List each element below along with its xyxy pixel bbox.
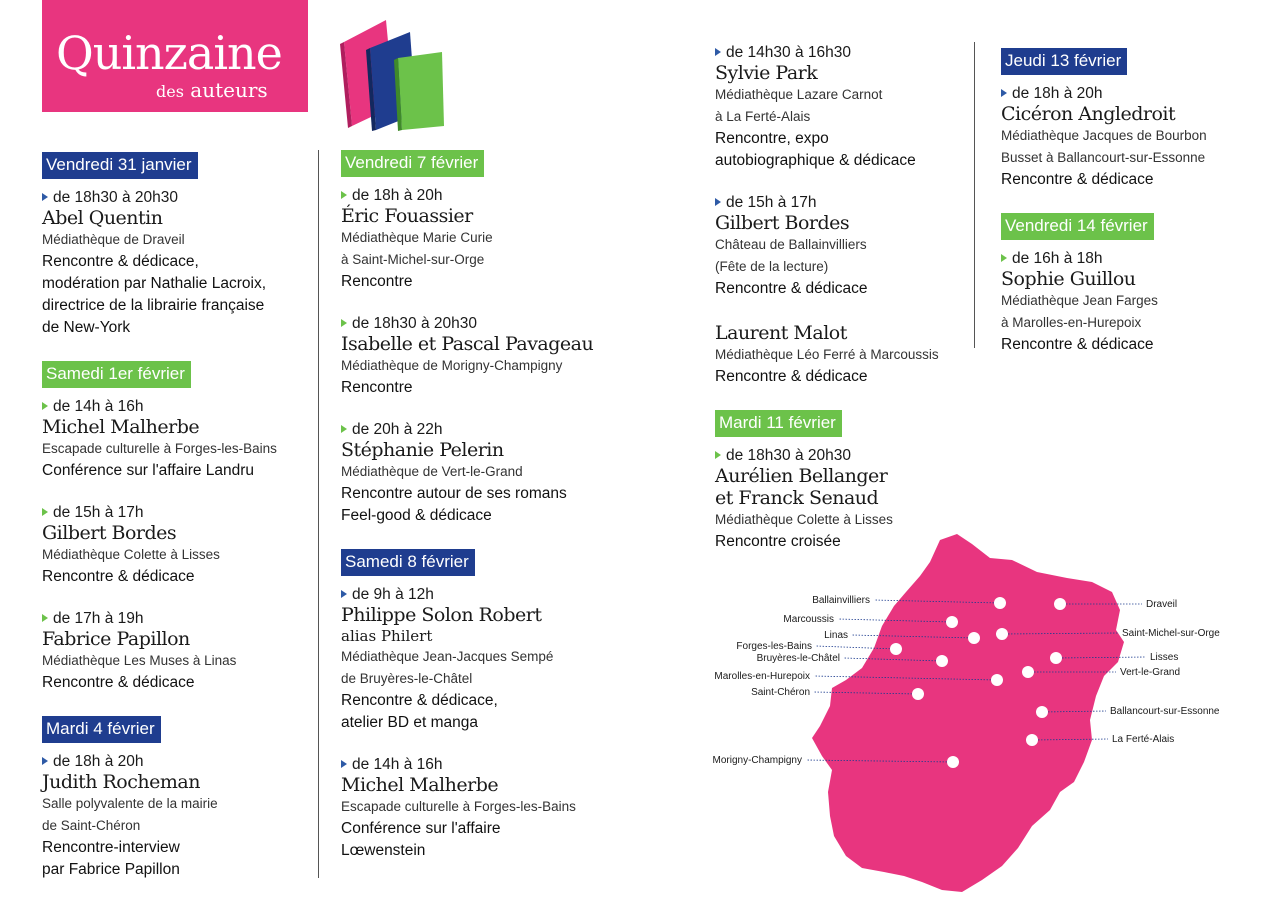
column-3 xyxy=(715,44,975,575)
town-marker xyxy=(936,655,948,667)
event-time xyxy=(1001,250,1271,268)
town-label: Marolles-en-Hurepoix xyxy=(714,671,810,682)
town-label: Vert-le-Grand xyxy=(1120,667,1181,678)
event-author: Philippe Solon Robert xyxy=(341,604,542,626)
logo-sub-small: des xyxy=(156,82,184,101)
logo xyxy=(42,0,308,112)
event-author: Laurent Malot xyxy=(715,322,847,344)
arrow-icon xyxy=(42,402,48,410)
event-venue: de Saint-Chéron xyxy=(42,818,141,833)
town-label: Saint-Michel-sur-Orge xyxy=(1122,628,1220,639)
event-description: Rencontre & dédicace, xyxy=(341,692,498,709)
event-description: Rencontre autour de ses romans xyxy=(341,485,567,502)
event-description: Rencontre & dédicace xyxy=(1001,171,1154,188)
arrow-icon xyxy=(1001,254,1007,262)
town-label: Ballainvilliers xyxy=(812,595,870,606)
event-description: atelier BD et manga xyxy=(341,714,478,731)
event-time xyxy=(341,421,641,439)
event xyxy=(42,189,312,339)
event-description: Rencontre & dédicace xyxy=(715,368,868,385)
event-venue: Médiathèque Marie Curie xyxy=(341,230,493,245)
event-author: Michel Malherbe xyxy=(341,774,499,796)
event-description: autobiographique & dédicace xyxy=(715,152,916,169)
town-marker xyxy=(994,597,1006,609)
event-description: Rencontre & dédicace xyxy=(42,568,195,585)
town-label: Morigny-Champigny xyxy=(712,755,802,766)
event-time xyxy=(42,753,312,771)
event xyxy=(1001,85,1271,191)
event-venue: Busset à Ballancourt-sur-Essonne xyxy=(1001,150,1206,165)
arrow-icon xyxy=(715,198,721,206)
day-header: Vendredi 31 janvier xyxy=(42,152,198,179)
arrow-icon xyxy=(42,508,48,516)
town-marker xyxy=(968,632,980,644)
town-marker xyxy=(1022,666,1034,678)
event-venue: Château de Ballainvilliers xyxy=(715,237,867,252)
event-time-text: de 14h à 16h xyxy=(352,756,443,773)
event-author: Sylvie Park xyxy=(715,62,818,84)
event-description: Rencontre & dédicace xyxy=(1001,336,1154,353)
event-time xyxy=(1001,85,1271,103)
arrow-icon xyxy=(42,193,48,201)
event-description: Rencontre & dédicace xyxy=(715,280,868,297)
event-venue: Médiathèque Colette à Lisses xyxy=(715,512,893,527)
day-header: Samedi 8 février xyxy=(341,549,475,576)
event-time-text: de 18h à 20h xyxy=(352,187,443,204)
event-author: Stéphanie Pelerin xyxy=(341,439,504,461)
arrow-icon xyxy=(341,191,347,199)
event-venue: Médiathèque de Morigny-Champigny xyxy=(341,358,563,373)
event-venue: de Bruyères-le-Châtel xyxy=(341,671,473,686)
event-author: Abel Quentin xyxy=(42,207,163,229)
event-time xyxy=(715,447,975,465)
event-venue: Médiathèque de Draveil xyxy=(42,232,185,247)
event-venue: Médiathèque Colette à Lisses xyxy=(42,547,220,562)
town-marker xyxy=(991,674,1003,686)
arrow-icon xyxy=(341,319,347,327)
event-description: Rencontre, expo xyxy=(715,130,829,147)
event xyxy=(341,586,641,734)
event-time xyxy=(42,398,312,416)
event-time-text: de 14h à 16h xyxy=(53,398,144,415)
event-venue: (Fête de la lecture) xyxy=(715,259,829,274)
event-description: directrice de la librairie française xyxy=(42,297,265,314)
event-venue: Escapade culturelle à Forges-les-Bains xyxy=(341,799,576,814)
arrow-icon xyxy=(1001,89,1007,97)
arrow-icon xyxy=(42,614,48,622)
event-alias: alias Philert xyxy=(341,627,433,645)
town-label: Forges-les-Bains xyxy=(736,641,812,652)
logo-title: Quinzaine xyxy=(56,26,282,80)
event-time-text: de 18h à 20h xyxy=(53,753,144,770)
event-venue: Médiathèque Jacques de Bourbon xyxy=(1001,128,1207,143)
town-marker xyxy=(890,643,902,655)
event-time-text: de 16h à 18h xyxy=(1012,250,1103,267)
event-venue: à Saint-Michel-sur-Orge xyxy=(341,252,485,267)
event xyxy=(341,756,641,862)
event xyxy=(42,610,312,694)
logo-sub: auteurs xyxy=(190,78,268,102)
logo-subtitle xyxy=(156,78,268,102)
town-marker xyxy=(1026,734,1038,746)
event-description: Rencontre-interview xyxy=(42,839,180,856)
arrow-icon xyxy=(341,425,347,433)
arrow-icon xyxy=(715,451,721,459)
day-header: Vendredi 7 février xyxy=(341,150,484,177)
event-time xyxy=(341,315,641,333)
event-author-2: et Franck Senaud xyxy=(715,487,879,509)
event-venue: Médiathèque Jean Farges xyxy=(1001,293,1158,308)
town-marker xyxy=(1050,652,1062,664)
day-header: Vendredi 14 février xyxy=(1001,213,1154,240)
event-venue: Médiathèque Jean-Jacques Sempé xyxy=(341,649,554,664)
event-description: de New-York xyxy=(42,319,131,336)
event-time-text: de 18h30 à 20h30 xyxy=(53,189,178,206)
event-author: Aurélien Bellanger xyxy=(715,465,888,487)
event-time-text: de 18h à 20h xyxy=(1012,85,1103,102)
event-time xyxy=(715,44,975,62)
column-2 xyxy=(341,150,641,884)
event xyxy=(715,44,975,172)
event xyxy=(341,187,641,293)
event-author: Éric Fouassier xyxy=(341,205,473,227)
arrow-icon xyxy=(341,760,347,768)
event-description: Rencontre croisée xyxy=(715,533,841,550)
town-label: Ballancourt-sur-Essonne xyxy=(1110,706,1220,717)
event-description: Rencontre & dédicace, xyxy=(42,253,199,270)
event xyxy=(341,315,641,399)
event-description: Conférence sur l'affaire xyxy=(341,820,501,837)
event-venue: à La Ferté-Alais xyxy=(715,109,811,124)
event-author: Sophie Guillou xyxy=(1001,268,1136,290)
arrow-icon xyxy=(715,48,721,56)
town-label: Marcoussis xyxy=(783,614,834,625)
day-header: Jeudi 13 février xyxy=(1001,48,1127,75)
event-time-text: de 17h à 19h xyxy=(53,610,144,627)
event-venue: Médiathèque Les Muses à Linas xyxy=(42,653,237,668)
day-header: Mardi 11 février xyxy=(715,410,842,437)
event-description: Conférence sur l'affaire Landru xyxy=(42,462,255,479)
event-time xyxy=(42,610,312,628)
event xyxy=(715,322,975,388)
event-time-text: de 14h30 à 16h30 xyxy=(726,44,851,61)
books-icon xyxy=(336,14,452,132)
event-description: Feel-good & dédicace xyxy=(341,507,492,524)
town-label: La Ferté-Alais xyxy=(1112,734,1175,745)
town-marker xyxy=(946,616,958,628)
divider-1 xyxy=(318,150,319,878)
event-time xyxy=(341,756,641,774)
event xyxy=(42,504,312,588)
event xyxy=(341,421,641,527)
town-marker xyxy=(1054,598,1066,610)
event-author: Gilbert Bordes xyxy=(42,522,177,544)
event-description: modération par Nathalie Lacroix, xyxy=(42,275,267,292)
day-header: Samedi 1er février xyxy=(42,361,191,388)
town-label: Linas xyxy=(824,630,848,641)
event-time xyxy=(341,586,641,604)
essonne-map xyxy=(672,530,1272,900)
event-author: Gilbert Bordes xyxy=(715,212,850,234)
event-author: Cicéron Angledroit xyxy=(1001,103,1176,125)
event-time-text: de 20h à 22h xyxy=(352,421,443,438)
event xyxy=(1001,250,1271,356)
event-description: Lœwenstein xyxy=(341,842,426,859)
event-venue: Salle polyvalente de la mairie xyxy=(42,796,218,811)
event-time xyxy=(341,187,641,205)
event-time-text: de 15h à 17h xyxy=(726,194,817,211)
event-time xyxy=(42,504,312,522)
arrow-icon xyxy=(341,590,347,598)
town-label: Bruyères-le-Châtel xyxy=(756,653,840,664)
event xyxy=(42,753,312,881)
event-venue: Escapade culturelle à Forges-les-Bains xyxy=(42,441,277,456)
town-label: Lisses xyxy=(1150,652,1179,663)
event-time-text: de 9h à 12h xyxy=(352,586,434,603)
event-venue: à Marolles-en-Hurepoix xyxy=(1001,315,1142,330)
town-label: Draveil xyxy=(1146,599,1178,610)
event-time-text: de 18h30 à 20h30 xyxy=(352,315,477,332)
town-marker xyxy=(947,756,959,768)
event-author: Fabrice Papillon xyxy=(42,628,190,650)
column-1 xyxy=(42,152,312,903)
town-marker xyxy=(912,688,924,700)
town-label: Saint-Chéron xyxy=(751,687,810,698)
event-description: Rencontre & dédicace xyxy=(42,674,195,691)
town-marker xyxy=(996,628,1008,640)
event xyxy=(715,194,975,300)
event-description: Rencontre xyxy=(341,379,413,396)
event-author: Michel Malherbe xyxy=(42,416,200,438)
map-shape xyxy=(812,534,1124,892)
arrow-icon xyxy=(42,757,48,765)
event-time-text: de 15h à 17h xyxy=(53,504,144,521)
event-description: par Fabrice Papillon xyxy=(42,861,180,878)
town-marker xyxy=(1036,706,1048,718)
event-time xyxy=(42,189,312,207)
event-time xyxy=(715,194,975,212)
day-header: Mardi 4 février xyxy=(42,716,161,743)
event-time-text: de 18h30 à 20h30 xyxy=(726,447,851,464)
event-author: Isabelle et Pascal Pavageau xyxy=(341,333,594,355)
event-venue: Médiathèque Léo Ferré à Marcoussis xyxy=(715,347,939,362)
event xyxy=(42,398,312,482)
column-4 xyxy=(1001,48,1271,378)
event-description: Rencontre xyxy=(341,273,413,290)
event-venue: Médiathèque Lazare Carnot xyxy=(715,87,883,102)
event-venue: Médiathèque de Vert-le-Grand xyxy=(341,464,523,479)
event-author: Judith Rocheman xyxy=(42,771,200,793)
